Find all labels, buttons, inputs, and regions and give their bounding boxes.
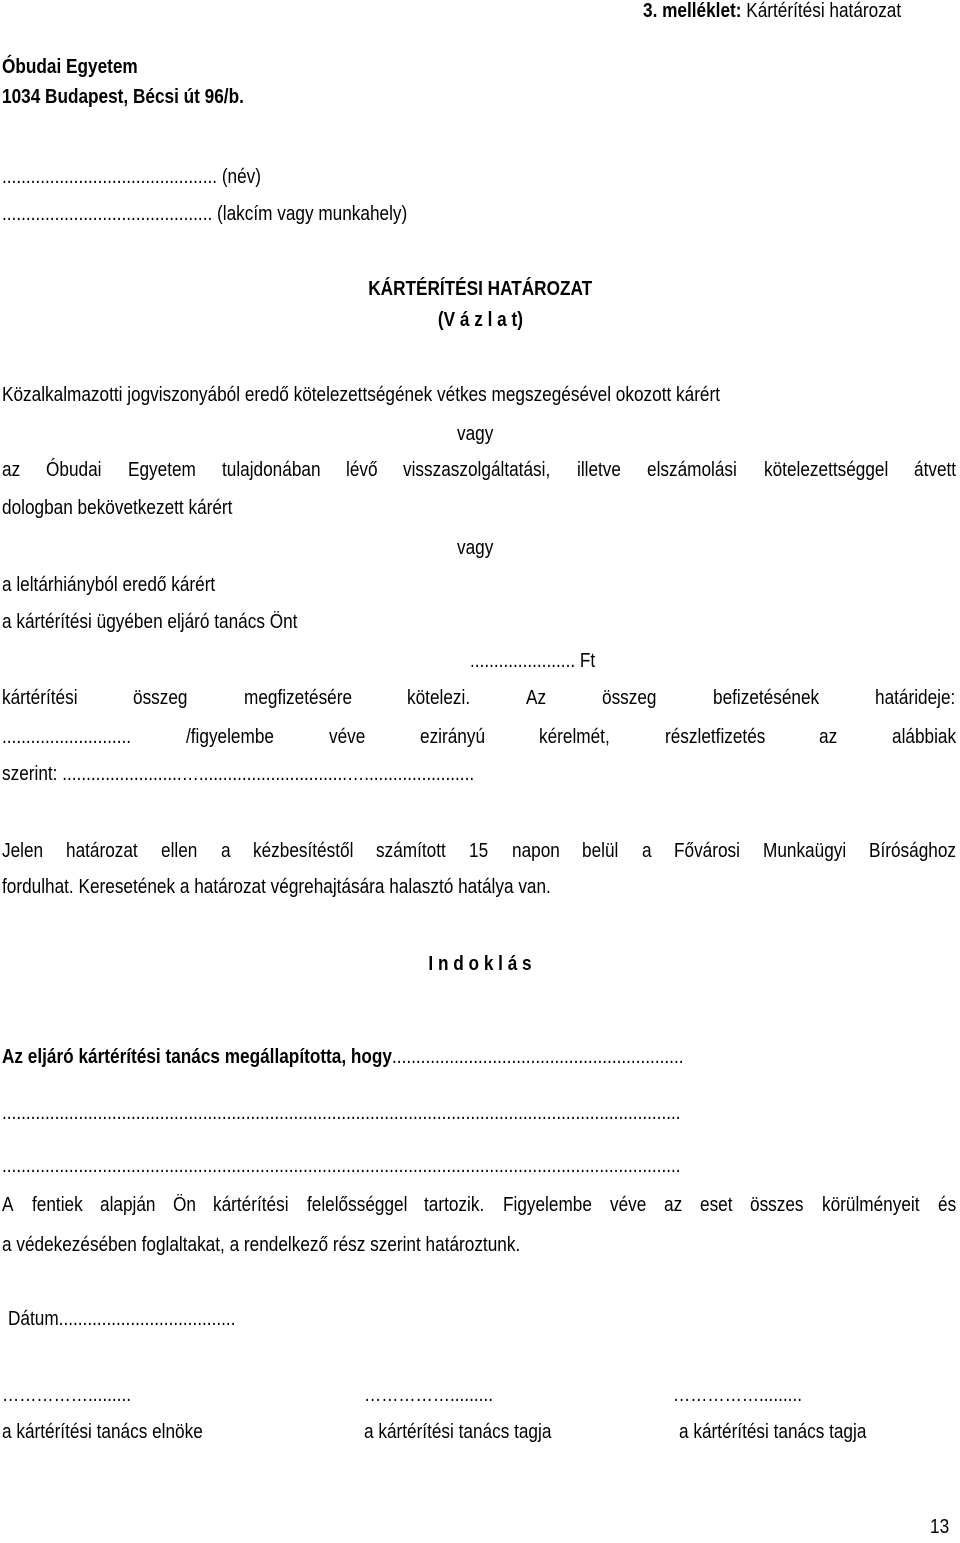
conclusion-line-2: a védekezésében foglaltakat, a rendelkező rész szerint határoztunk. <box>2 1234 521 1256</box>
signature-line-member-1: ……………......... <box>364 1384 494 1406</box>
word: kötelezi. <box>407 687 471 709</box>
institution-name: Óbudai Egyetem <box>2 56 138 78</box>
signature-line-chair: ……………......... <box>2 1384 132 1406</box>
word: kártérítési <box>2 687 78 709</box>
word: ezirányú <box>419 726 485 748</box>
word: felelősséggel <box>306 1194 407 1216</box>
annex-header <box>643 0 943 23</box>
word: befizetésének <box>712 687 820 709</box>
word: tartozik. <box>424 1194 485 1216</box>
reasoning-dots-line-1: .............................................................................................................................................. <box>2 1102 681 1124</box>
word: Az <box>526 687 547 709</box>
appeal-line-2: fordulhat. Keresetének a határozat végrehajtására halasztó hatálya van. <box>2 876 551 898</box>
word: tulajdonában <box>221 459 321 481</box>
word: az <box>664 1194 683 1216</box>
annex-title: Kártérítési határozat <box>746 0 902 22</box>
word: határideje: <box>875 687 956 709</box>
signature-role-chair: a kártérítési tanács elnöke <box>2 1421 203 1443</box>
word: elszámolási <box>647 459 738 481</box>
amount-line: ...................... Ft <box>470 650 596 672</box>
body-or-1: vagy <box>457 423 494 445</box>
word: körülményeit <box>821 1194 920 1216</box>
word: Munkaügyi <box>762 840 846 862</box>
word: véve <box>328 726 365 748</box>
word: Jelen <box>2 840 44 862</box>
reasoning-heading: I n d o k l á s <box>428 953 532 975</box>
word: 15 <box>469 840 489 862</box>
word: véve <box>609 1194 647 1216</box>
word: Ön <box>172 1194 196 1216</box>
word: összes <box>750 1194 804 1216</box>
word: Egyetem <box>127 459 196 481</box>
word: alábbiak <box>892 726 957 748</box>
installment-line: szerint: .........................…...............................…....................... <box>2 763 475 785</box>
recipient-name-line: ............................................. (név) <box>2 166 262 188</box>
word: A <box>2 1194 14 1216</box>
word: belül <box>581 840 619 862</box>
date-line: Dátum..................................... <box>8 1308 236 1330</box>
word: Óbudai <box>46 459 102 481</box>
word: Bírósághoz <box>868 840 956 862</box>
word: alapján <box>100 1194 156 1216</box>
word: kézbesítéstől <box>253 840 354 862</box>
signature-role-member-2: a kártérítési tanács tagja <box>679 1421 867 1443</box>
body-or-2: vagy <box>457 537 494 559</box>
word: megfizetésére <box>243 687 352 709</box>
annex-label: 3. melléklet: <box>643 0 742 22</box>
body-paragraph-1: Közalkalmazotti jogviszonyából eredő kötelezettségének vétkes megszegésével okozott kárért <box>2 384 721 406</box>
word: a <box>220 840 231 862</box>
document-title: KÁRTÉRÍTÉSI HATÁROZAT <box>368 278 592 300</box>
word: /figyelembe <box>185 726 274 748</box>
word: ........................... <box>2 726 132 748</box>
institution-address: 1034 Budapest, Bécsi út 96/b. <box>2 86 244 108</box>
word: visszaszolgáltatási, <box>403 459 551 481</box>
document-subtitle: (V á z l a t) <box>437 309 523 331</box>
word: kötelezettséggel <box>763 459 889 481</box>
body-paragraph-3: a leltárhiányból eredő kárért <box>2 574 216 596</box>
word: eset <box>700 1194 733 1216</box>
signature-role-member-1: a kártérítési tanács tagja <box>364 1421 552 1443</box>
word: összeg <box>602 687 657 709</box>
word: illetve <box>577 459 622 481</box>
reasoning-lead-dots: ............................................................. <box>391 1046 684 1068</box>
appeal-line-1 <box>2 840 956 863</box>
word: Figyelembe <box>502 1194 592 1216</box>
page-number: 13 <box>930 1516 950 1538</box>
obligation-line <box>2 687 956 710</box>
word: napon <box>511 840 560 862</box>
signature-line-member-2: ……………......... <box>673 1384 803 1406</box>
word: a <box>641 840 652 862</box>
word: kártérítési <box>213 1194 289 1216</box>
word: lévő <box>345 459 378 481</box>
word: az <box>819 726 838 748</box>
body-paragraph-2-line-2: dologban bekövetkezett kárért <box>2 497 233 519</box>
word: részletfizetés <box>664 726 766 748</box>
body-paragraph-2-line-1 <box>2 459 956 482</box>
word: ellen <box>160 840 198 862</box>
word: az <box>2 459 21 481</box>
reasoning-lead <box>2 1046 794 1069</box>
word: Fővárosi <box>674 840 741 862</box>
recipient-address-line: ............................................ (lakcím vagy munkahely) <box>2 203 408 225</box>
reasoning-dots-line-2: .............................................................................................................................................. <box>2 1155 681 1177</box>
word: határozat <box>65 840 138 862</box>
word: átvett <box>913 459 956 481</box>
conclusion-line-1 <box>2 1194 956 1217</box>
word: összeg <box>133 687 188 709</box>
word: számított <box>376 840 447 862</box>
word: kérelmét, <box>539 726 610 748</box>
deadline-line <box>2 726 956 749</box>
word: és <box>937 1194 956 1216</box>
body-paragraph-4: a kártérítési ügyében eljáró tanács Önt <box>2 611 298 633</box>
word: fentiek <box>31 1194 83 1216</box>
reasoning-lead-bold: Az eljáró kártérítési tanács megállapította, hogy <box>2 1046 392 1068</box>
